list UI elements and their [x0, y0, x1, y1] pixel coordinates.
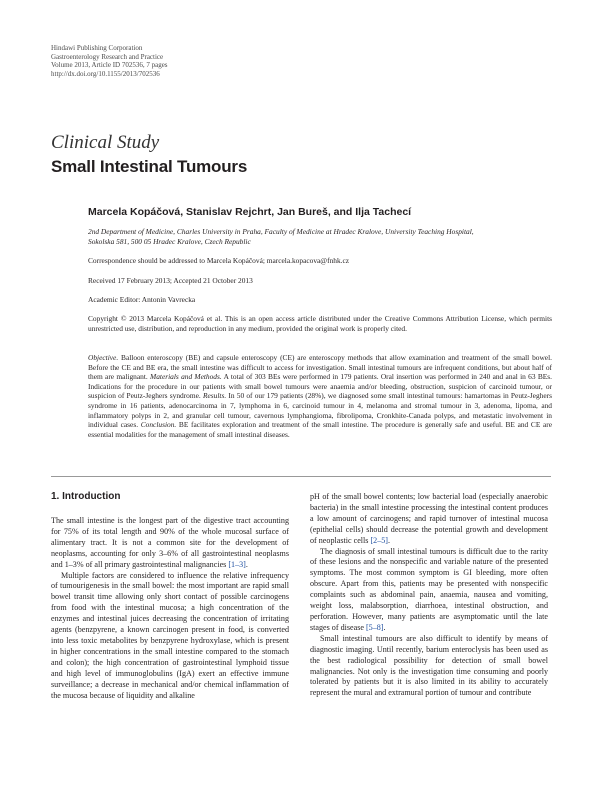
affiliation-line-1: 2nd Department of Medicine, Charles University in Praha, Faculty of Medicine at Hradec Kralove, University Teaching Hospital, [88, 227, 474, 236]
received-accepted-dates: Received 17 February 2013; Accepted 21 October 2013 [88, 276, 253, 285]
intro-paragraph-1-end: . [245, 559, 248, 569]
academic-editor: Academic Editor: Antonin Vavrecka [88, 295, 196, 304]
citation-link[interactable]: [2–5] [370, 535, 388, 545]
intro-paragraph-4 [310, 547, 548, 634]
citation-link[interactable]: [5–8] [365, 622, 384, 632]
abstract-objective: Balloon enteroscopy (BE) and capsule enteroscopy (CE) are enteroscopy methods that allow examination and treatment of the small bowel. Before the CE and BE era, the small intestine was difficult to access for investigation. Small intestinal tumours are infrequent conditions, but about half of them are malignant. [88, 353, 552, 382]
intro-paragraph-3-text: pH of the small bowel contents; low bacterial load (especially anaerobic bacteria) in the small intestine processing the intestinal content produces a low amount of carcinogens; and rapid turnover of intestinal mucosa (epithelial cells) should decrease the potential growth and development of neoplastic cells [310, 492, 548, 545]
intro-paragraph-1-text: The small intestine is the longest part of the digestive tract accounting for 75% of its total length and 90% of the whole mucosal surface of alimentary tract. It is not a common site for the development of neoplasms, accounting for only 3–6% of all gastrointestinal neoplasms and 1–3% of all primary gastrointestinal malignancies [51, 516, 289, 569]
journal-header [51, 44, 168, 78]
section-title-introduction: 1. Introduction [51, 491, 121, 502]
abstract [88, 353, 552, 439]
body-column-right [310, 492, 548, 699]
intro-paragraph-2: Multiple factors are considered to influence the relative infrequency of tumourigenesis in the small bowel: the most important are rapid small bowel transit time allowing only short contact of possible carcinogens from food with the intestinal mucosa; a high concentration of the enzymes and intestinal juices decreasing the concentration of irritating agents (benzpyrene, a known carcinogen present in food, is converted into less toxic metabolites by benzpyrene hydroxylase, which is present in higher concentrations in the small intestine compared to the stomach and colon); the high concentration of gastrointestinal lymphoid tissue and high level of immunoglobulins (IgA) exert an effective immune surveillance; a decrease in mechanical and/or chemical inflammation of the mucosa because of liquidity and alkaline [51, 570, 289, 700]
abstract-conclusion-label: Conclusion. [140, 420, 177, 430]
abstract-objective-label: Objective. [88, 353, 119, 362]
affiliation-line-2: Sokolska 581, 500 05 Hradec Kralove, Czech Republic [88, 236, 251, 246]
intro-paragraph-3-end: . [388, 535, 391, 545]
citation-link[interactable]: [1–3] [228, 559, 246, 569]
correspondence: Correspondence should be addressed to Marcela Kopáčová; marcela.kopacova@fnhk.cz [88, 256, 350, 265]
intro-paragraph-1 [51, 516, 289, 571]
article-title: Small Intestinal Tumours [51, 157, 248, 176]
volume-info: Volume 2013, Article ID 702536, 7 pages [51, 61, 168, 70]
abstract-results: In 50 of our 179 patients (28%), we diagnosed some small intestinal tumours: hamartomas in Peutz-Jeghers syndrome in 16 patients, adenocarcinoma in 7, lymphoma in 6, carcinoid tumour in 4, melanoma and stromal tumour in 3, adenoma, lipoma, and inflammatory polyps in 2, and granular cell tumour, cavernous lymphangioma, fibrolipoma, Cronkhite-Canada polyps, and metastatic involvement in individual cases. [88, 391, 552, 430]
body-column-left [51, 516, 289, 701]
abstract-methods: A total of 303 BEs were performed in 179 patients. Oral insertion was performed in 240 and anal in 63 BEs. Indications for the procedure in our patients with small bowel tumours were anaemia and/or bleeding, obstruction, suspicion of carcinoid tumour, or suspicion of Peutz-Jeghers syndrome. [88, 372, 552, 401]
study-type: Clinical Study [51, 132, 160, 153]
section-divider [51, 476, 551, 477]
intro-paragraph-5: Small intestinal tumours are also difficult to identify by means of diagnostic imaging. Until recently, barium enteroclysis has been used as the best radiological possibility for detection of small bowel malignancies. Not only is the investigation time consuming and poorly tolerated by patients but it is also limited in its ability to accurately represent the mural and extramural portion of tumour and contribute [310, 633, 548, 698]
copyright-notice: Copyright © 2013 Marcela Kopáčová et al. This is an open access article distributed under the Creative Commons Attribution License, which permits unrestricted use, distribution, and reproduction in any medium, provided the original work is properly cited. [88, 314, 552, 333]
doi-link[interactable]: http://dx.doi.org/10.1155/2013/702536 [51, 69, 160, 78]
author-list: Marcela Kopáčová, Stanislav Rejchrt, Jan Bureš, and Ilja Tachecí [88, 206, 412, 218]
publisher: Hindawi Publishing Corporation [51, 44, 143, 52]
intro-paragraph-4-end: . [383, 622, 386, 632]
journal-name: Gastroenterology Research and Practice [51, 52, 164, 61]
abstract-methods-label: Materials and Methods. [150, 372, 222, 382]
intro-paragraph-3 [310, 492, 548, 547]
abstract-conclusion: BE facilitates exploration and treatment of the small intestine. The procedure is generally safe and useful. BE and CE are essential modalities for the management of small intestinal diseases. [88, 420, 552, 439]
abstract-results-label: Results. [202, 391, 227, 401]
intro-paragraph-4-text: The diagnosis of small intestinal tumours is difficult due to the rarity of these lesions and the nonspecific and variable nature of the presented symptoms. The most common symptom is GI bleeding, more often obscure. Apart from this, patients may be presented with nonspecific complaints such as abdominal pain, anaemia, nausea and vomiting, weight loss, malabsorption, diarrhoea, intestinal obstruction, and perforation. However, many patients are asymptomatic until the late stages of disease [310, 546, 548, 632]
affiliation [88, 227, 552, 246]
